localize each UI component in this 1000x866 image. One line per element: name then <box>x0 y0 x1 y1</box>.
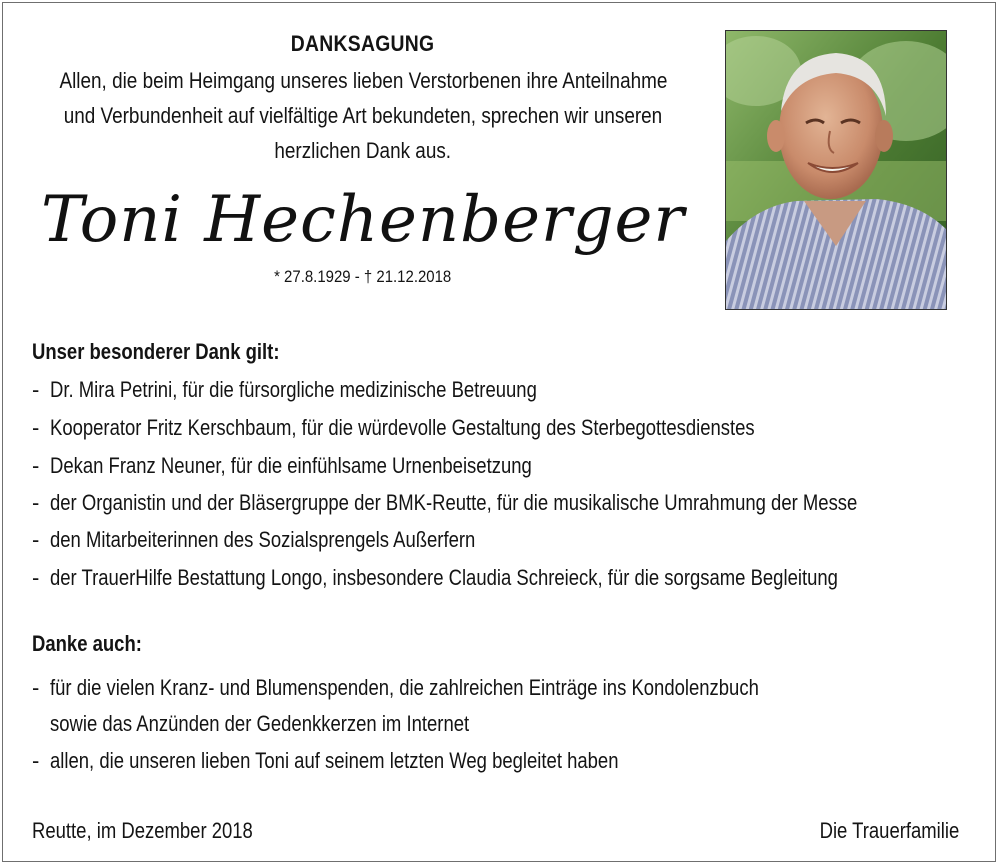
deceased-name: Toni Hechenberger <box>41 183 685 257</box>
list-bullet: - <box>32 377 40 402</box>
notice-heading: DANKSAGUNG <box>291 31 435 56</box>
portrait-photo <box>725 30 947 310</box>
list-bullet: - <box>32 490 40 515</box>
intro-line: Allen, die beim Heimgang unseres lieben Verstorbenen ihre Anteilnahme <box>59 68 667 93</box>
list-bullet: - <box>32 415 40 440</box>
place-date: Reutte, im Dezember 2018 <box>32 818 253 843</box>
list-bullet: - <box>32 748 40 773</box>
special-thanks-title: Unser besonderer Dank gilt: <box>32 339 280 364</box>
list-bullet: - <box>32 527 40 552</box>
intro-text <box>3 63 723 168</box>
signature: Die Trauerfamilie <box>819 818 959 843</box>
also-thanks-title: Danke auch: <box>32 631 142 656</box>
intro-line: und Verbundenheit auf vielfältige Art bekundeten, sprechen wir unseren <box>63 103 663 128</box>
intro-line: herzlichen Dank aus. <box>274 138 452 163</box>
life-dates: * 27.8.1929 - † 21.12.2018 <box>274 267 452 286</box>
list-bullet: - <box>32 565 40 590</box>
list-bullet: - <box>32 453 40 478</box>
death-notice-card: DANKSAGUNG Allen, die beim Heimgang unseres lieben Verstorbenen ihre Anteilnahme und Verbundenheit auf vielfältige Art bekundeten, sprechen wir unseren herzlichen Dank aus. Toni Hechenberger * 27.8.1929 - † 21.12.2018 Unser besonderer Dank gilt: - Dr. Mira Petrini, für die fürsorgliche medizinische Betreuung - Kooperator Fritz Kerschbaum, für die würdevolle Gestaltung des Sterbegottesdienstes - Dekan Franz Neuner, für die einfühlsame Urnenbeisetzung - der Organistin und der Bläsergruppe der BMK-Reutte, für die musikalische Umrahmung der Messe - den Mitarbeiterinnen des Sozialsprengels Außerfern - der TrauerHilfe Bestattung Longo, insbesondere Claudia Schreieck, für die sorgsame Begleitung Danke auch: - für die vielen Kranz- und Blumenspenden, die zahlreichen Einträge ins Kondolenzbuch sowie das Anzünden der Gedenkkerzen im Internet - allen, die unseren lieben Toni auf seinem letzten Weg begleitet haben Reutte, im Dezember 2018 Die Trauerfamilie <box>2 2 996 862</box>
portrait-photo-icon <box>726 31 947 310</box>
list-bullet: - <box>32 675 40 700</box>
